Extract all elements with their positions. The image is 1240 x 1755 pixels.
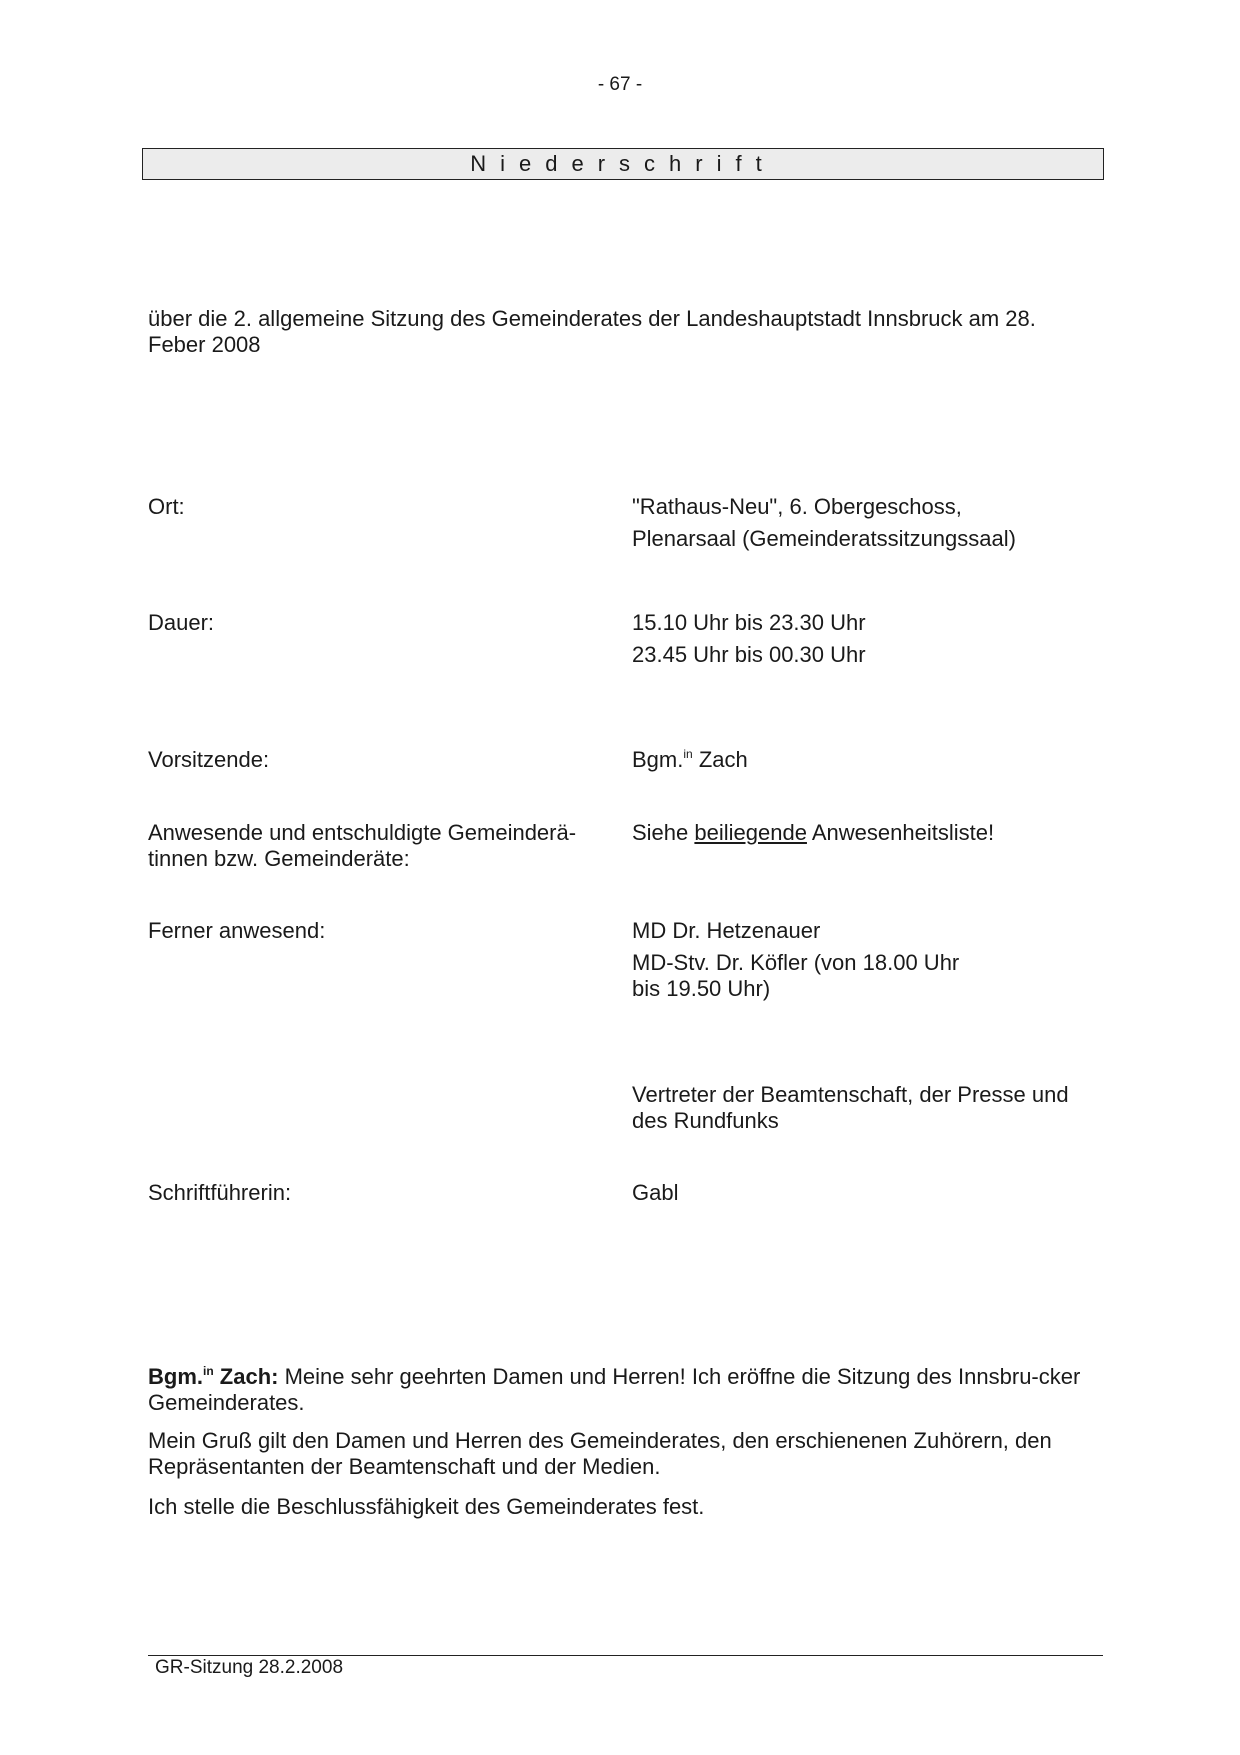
page-number: - 67 - bbox=[597, 74, 643, 95]
ferner-label: Ferner anwesend: bbox=[148, 918, 326, 943]
vorsitzende-label: Vorsitzende: bbox=[148, 747, 270, 772]
vorsitzende-prefix: Bgm. bbox=[632, 747, 684, 772]
intro-text: über die 2. allgemeine Sitzung des Gemeinderates der Landeshauptstadt Innsbruck am 28. Feber 2008 bbox=[148, 306, 1036, 357]
anwesende-post: Anwesenheitsliste! bbox=[811, 820, 995, 845]
ferner-value bbox=[632, 918, 992, 1002]
ort-line-2: Plenarsaal (Gemeinderatssitzungssaal) bbox=[632, 526, 1016, 551]
dauer-label: Dauer: bbox=[148, 610, 215, 635]
footer-text: GR-Sitzung 28.2.2008 bbox=[155, 1657, 344, 1678]
document-title: Niederschrift bbox=[142, 148, 1104, 180]
speech-text-1: Meine sehr geehrten Damen und Herren! Ich eröffne die Sitzung des Innsbru-cker Gemeinderates. bbox=[148, 1364, 1081, 1415]
anwesende-underlined: beiliegende bbox=[694, 820, 807, 845]
vorsitzende-name: Zach bbox=[698, 747, 748, 772]
speaker-prefix: Bgm. bbox=[148, 1364, 203, 1389]
dauer-line-1: 15.10 Uhr bis 23.30 Uhr bbox=[632, 610, 866, 635]
anwesende-pre: Siehe bbox=[632, 820, 689, 845]
ort-line-1: "Rathaus-Neu", 6. Obergeschoss, bbox=[632, 494, 962, 519]
speech-paragraph-3: Ich stelle die Beschlussfähigkeit des Gemeinderates fest. bbox=[148, 1494, 705, 1519]
speech-paragraph-1 bbox=[148, 1364, 1108, 1416]
schrift-value: Gabl bbox=[632, 1180, 679, 1205]
dauer-line-2: 23.45 Uhr bis 00.30 Uhr bbox=[632, 642, 866, 667]
ferner-line-2: MD-Stv. Dr. Köfler (von 18.00 Uhr bis 19.50 Uhr) bbox=[632, 950, 960, 1001]
ort-label: Ort: bbox=[148, 494, 185, 519]
vorsitzende-sup: in bbox=[683, 747, 693, 761]
speaker-name: Zach: bbox=[219, 1364, 279, 1389]
speaker-sup: in bbox=[203, 1364, 214, 1378]
anwesende-value bbox=[632, 820, 1112, 846]
ort-value bbox=[632, 494, 1112, 552]
ferner-line-3: Vertreter der Beamtenschaft, der Presse und des Rundfunks bbox=[632, 1082, 1069, 1133]
footer-divider bbox=[148, 1655, 1103, 1656]
anwesende-label: Anwesende und entschuldigte Gemeinderä-tinnen bzw. Gemeinderäte: bbox=[148, 820, 577, 871]
vorsitzende-value bbox=[632, 747, 1112, 773]
schrift-label: Schriftführerin: bbox=[148, 1180, 292, 1205]
dauer-value bbox=[632, 610, 1112, 668]
ferner-line-1: MD Dr. Hetzenauer bbox=[632, 918, 821, 943]
speech-paragraph-2: Mein Gruß gilt den Damen und Herren des Gemeinderates, den erschienenen Zuhörern, den Repräsentanten der Beamtenschaft und der Medien. bbox=[148, 1428, 1052, 1479]
